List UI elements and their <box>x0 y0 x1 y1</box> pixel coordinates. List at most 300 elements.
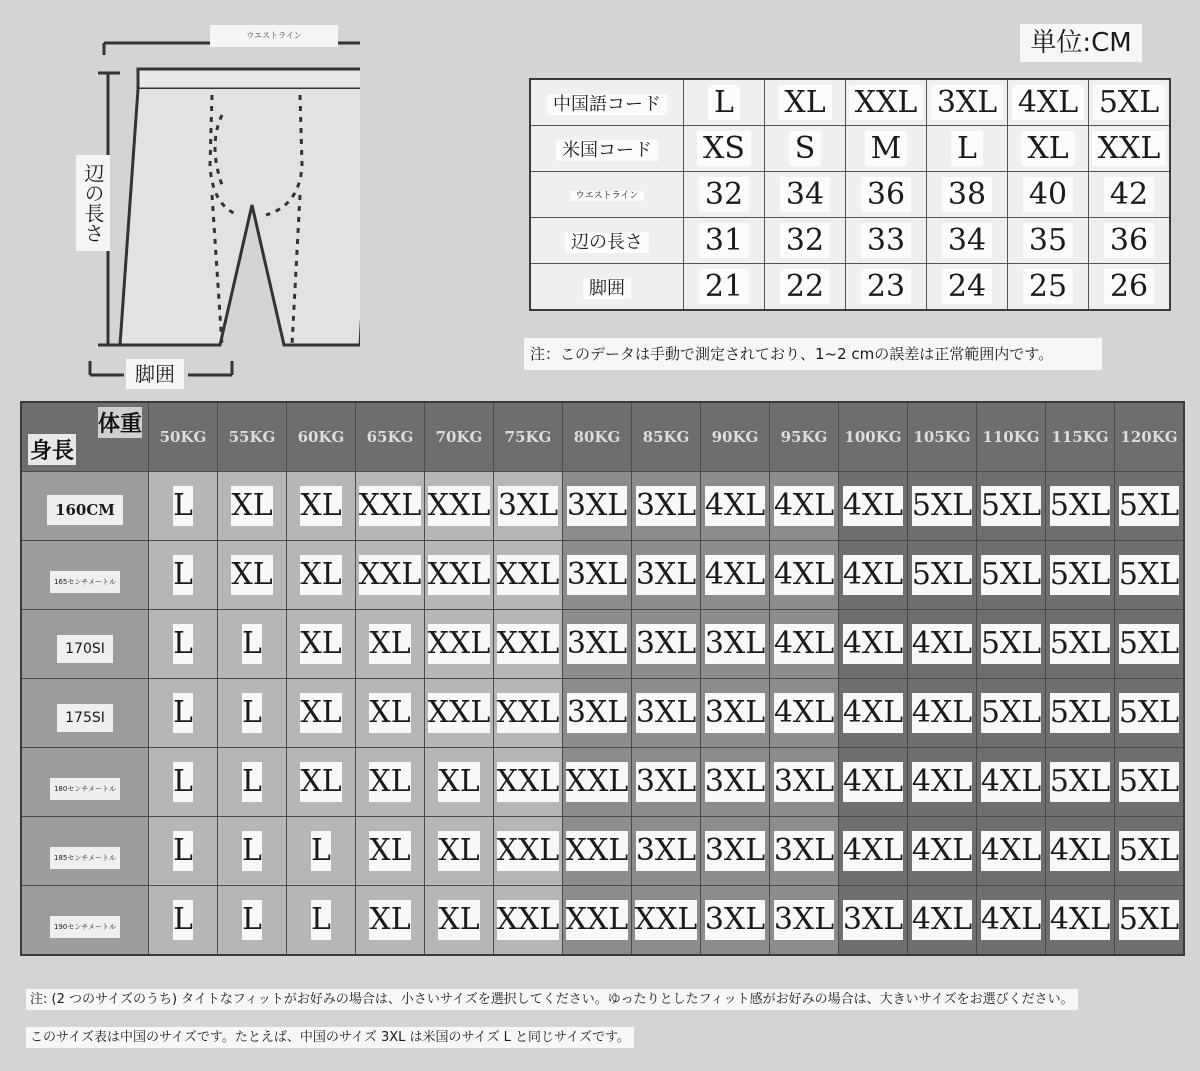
weight-column-header: 90KG <box>701 402 770 472</box>
size-cell-text: 5XL <box>1050 624 1110 664</box>
height-row-label <box>21 541 149 610</box>
size-cell-text: XXL <box>566 900 629 940</box>
size-cell-text: L <box>173 624 193 664</box>
size-table-cell-text: 40 <box>1023 177 1073 212</box>
size-cell <box>287 679 356 748</box>
china-size-note <box>26 1024 1138 1052</box>
size-table-cell <box>1089 218 1171 264</box>
size-cell-text: 3XL <box>636 762 696 802</box>
height-row-label <box>21 886 149 956</box>
size-cell <box>770 886 839 956</box>
size-cell-text: 4XL <box>843 762 903 802</box>
size-cell <box>1046 541 1115 610</box>
size-cell-text: XL <box>369 900 410 940</box>
weight-column-header: 60KG <box>287 402 356 472</box>
weight-header: 体重 <box>98 407 142 438</box>
size-cell <box>632 541 701 610</box>
size-table-cell <box>1008 79 1089 126</box>
size-cell-text: XL <box>369 624 410 664</box>
size-cell-text: 4XL <box>843 555 903 595</box>
size-cell-text: 3XL <box>705 900 765 940</box>
size-cell <box>563 679 632 748</box>
size-cell <box>977 886 1046 956</box>
size-cell-text: XXL <box>428 624 491 664</box>
height-row-label-text: 165センチメートル <box>50 571 120 593</box>
size-cell-text: 4XL <box>843 693 903 733</box>
size-cell <box>839 748 908 817</box>
size-cell <box>839 817 908 886</box>
weight-column-header: 55KG <box>218 402 287 472</box>
chart-row <box>21 817 1184 886</box>
height-header: 身長 <box>28 434 76 465</box>
fit-note <box>26 986 1138 1014</box>
size-cell <box>977 541 1046 610</box>
size-table-row-label <box>530 218 684 264</box>
size-table-cell-text: 34 <box>942 223 992 258</box>
size-table-cell <box>1008 126 1089 172</box>
size-cell <box>218 748 287 817</box>
size-cell <box>701 886 770 956</box>
size-table-cell-text: XS <box>697 131 751 166</box>
size-cell <box>218 679 287 748</box>
size-cell <box>839 679 908 748</box>
size-table-row-label-text: 脚囲 <box>583 278 631 299</box>
size-cell <box>287 541 356 610</box>
size-cell-text: 3XL <box>705 624 765 664</box>
size-table-cell-text: 31 <box>699 223 749 258</box>
size-table-cell <box>765 172 846 218</box>
size-cell-text: 5XL <box>912 486 972 526</box>
size-cell-text: XXL <box>497 693 560 733</box>
size-cell-text: 3XL <box>774 762 834 802</box>
size-table-cell <box>846 172 927 218</box>
size-cell <box>770 472 839 541</box>
height-row-label <box>21 610 149 679</box>
size-table-cell-text: 38 <box>942 177 992 212</box>
weight-column-header: 80KG <box>563 402 632 472</box>
size-cell-text: L <box>242 624 262 664</box>
size-cell <box>218 541 287 610</box>
size-table-cell-text: L <box>708 85 740 120</box>
size-cell-text: L <box>173 762 193 802</box>
size-cell <box>1046 748 1115 817</box>
height-row-label <box>21 817 149 886</box>
size-cell-text: 4XL <box>843 624 903 664</box>
size-cell <box>149 748 218 817</box>
weight-column-header: 110KG <box>977 402 1046 472</box>
weight-column-header: 75KG <box>494 402 563 472</box>
size-cell <box>356 817 425 886</box>
size-table-cell <box>927 218 1008 264</box>
size-cell <box>287 817 356 886</box>
size-table-row-label <box>530 126 684 172</box>
size-cell-text: L <box>311 900 331 940</box>
weight-column-header: 115KG <box>1046 402 1115 472</box>
height-row-label-text: 180センチメートル <box>50 778 120 800</box>
size-cell <box>701 472 770 541</box>
size-table-cell-text: 32 <box>699 177 749 212</box>
size-cell <box>1115 610 1185 679</box>
size-cell-text: 5XL <box>981 624 1041 664</box>
size-table-cell <box>1008 172 1089 218</box>
size-cell <box>563 748 632 817</box>
size-table-cell-text: 32 <box>780 223 830 258</box>
size-cell-text: 3XL <box>843 900 903 940</box>
size-cell-text: 5XL <box>1050 693 1110 733</box>
size-table-row <box>530 79 1170 126</box>
size-cell-text: 3XL <box>705 831 765 871</box>
size-table-cell-text: XXL <box>849 85 924 120</box>
size-cell-text: XL <box>369 693 410 733</box>
size-cell-text: XL <box>300 624 341 664</box>
size-cell <box>701 610 770 679</box>
size-table-row-label-text: 中国語コード <box>547 94 667 115</box>
size-cell-text: 4XL <box>912 624 972 664</box>
size-cell-text: XXL <box>497 900 560 940</box>
size-cell-text: 3XL <box>636 693 696 733</box>
size-cell <box>1115 748 1185 817</box>
size-cell-text: 3XL <box>567 555 627 595</box>
size-cell <box>1046 472 1115 541</box>
chart-row <box>21 541 1184 610</box>
size-cell-text: 3XL <box>567 693 627 733</box>
size-cell-text: 5XL <box>1119 900 1179 940</box>
size-table-cell <box>765 126 846 172</box>
size-cell <box>977 472 1046 541</box>
chart-row <box>21 748 1184 817</box>
size-table-row-label <box>530 172 684 218</box>
china-size-note-text: このサイズ表は中国のサイズです。たとえば、中国のサイズ 3XL は米国のサイズ L と同じサイズです。 <box>26 1027 634 1048</box>
size-cell-text: 5XL <box>981 555 1041 595</box>
size-cell-text: XXL <box>497 555 560 595</box>
size-cell <box>632 472 701 541</box>
size-cell-text: 3XL <box>774 831 834 871</box>
size-cell <box>770 748 839 817</box>
size-cell <box>701 541 770 610</box>
size-table-cell-text: 26 <box>1104 269 1154 304</box>
size-table-cell <box>927 172 1008 218</box>
size-cell-text: 4XL <box>705 486 765 526</box>
size-cell <box>287 610 356 679</box>
size-cell <box>218 817 287 886</box>
size-table-cell <box>765 264 846 311</box>
size-cell-text: XL <box>369 762 410 802</box>
size-cell <box>632 610 701 679</box>
size-table-cell <box>846 126 927 172</box>
size-cell-text: L <box>242 762 262 802</box>
size-table-cell-text: 42 <box>1104 177 1154 212</box>
weight-column-header: 50KG <box>149 402 218 472</box>
size-table-row <box>530 218 1170 264</box>
weight-column-header: 85KG <box>632 402 701 472</box>
size-table-cell-text: S <box>789 131 822 166</box>
size-cell <box>1115 472 1185 541</box>
size-cell <box>977 748 1046 817</box>
size-table-cell-text: XL <box>778 85 831 120</box>
size-table-row-label-text: 辺の長さ <box>565 232 649 253</box>
chart-corner <box>21 402 149 472</box>
size-cell-text: XL <box>300 555 341 595</box>
size-table-cell <box>765 79 846 126</box>
size-cell-text: 5XL <box>912 555 972 595</box>
size-table-cell <box>684 126 765 172</box>
size-cell <box>1046 610 1115 679</box>
size-table-cell-text: 4XL <box>1012 85 1084 120</box>
size-cell-text: XL <box>300 486 341 526</box>
size-cell <box>149 679 218 748</box>
size-cell <box>770 817 839 886</box>
size-table-cell <box>927 126 1008 172</box>
size-cell-text: 3XL <box>705 693 765 733</box>
size-cell-text: L <box>173 486 193 526</box>
size-cell-text: 4XL <box>774 693 834 733</box>
size-cell <box>218 472 287 541</box>
size-cell <box>701 817 770 886</box>
size-cell-text: XXL <box>428 555 491 595</box>
size-cell-text: L <box>173 555 193 595</box>
leg-circumference-label: 脚囲 <box>126 359 184 389</box>
unit-label: 単位:CM <box>1020 24 1142 62</box>
size-cell-text: L <box>311 831 331 871</box>
size-cell-text: L <box>242 831 262 871</box>
chart-header-row <box>21 402 1184 472</box>
size-cell <box>908 610 977 679</box>
size-cell-text: 4XL <box>981 762 1041 802</box>
size-table-row-label <box>530 264 684 311</box>
size-cell-text: XL <box>369 831 410 871</box>
height-row-label-text: 160CM <box>47 495 123 525</box>
size-cell-text: 4XL <box>981 900 1041 940</box>
size-cell <box>701 748 770 817</box>
size-cell <box>356 886 425 956</box>
size-cell <box>563 472 632 541</box>
size-cell-text: 4XL <box>1050 900 1110 940</box>
size-cell-text: L <box>173 693 193 733</box>
size-cell-text: 5XL <box>1119 624 1179 664</box>
size-table-cell-text: 23 <box>861 269 911 304</box>
size-cell <box>149 817 218 886</box>
size-cell <box>149 610 218 679</box>
size-cell-text: 3XL <box>567 486 627 526</box>
size-cell <box>1115 679 1185 748</box>
waist-label: ウエストライン <box>210 25 338 47</box>
size-cell <box>839 541 908 610</box>
size-table-cell <box>1089 264 1171 311</box>
size-cell <box>977 610 1046 679</box>
size-cell <box>425 472 494 541</box>
size-table-cell-text: 24 <box>942 269 992 304</box>
size-table-cell-text: 34 <box>780 177 830 212</box>
size-table-cell-text: 25 <box>1023 269 1073 304</box>
size-cell <box>356 748 425 817</box>
size-cell <box>632 886 701 956</box>
size-cell-text: 3XL <box>774 900 834 940</box>
size-cell-text: L <box>242 900 262 940</box>
size-cell-text: 3XL <box>705 762 765 802</box>
weight-column-header: 95KG <box>770 402 839 472</box>
size-cell-text: 4XL <box>912 900 972 940</box>
size-table-cell <box>1089 172 1171 218</box>
size-cell-text: 5XL <box>1050 762 1110 802</box>
size-table-row <box>530 126 1170 172</box>
size-cell-text: 4XL <box>1050 831 1110 871</box>
size-table-cell <box>846 264 927 311</box>
height-row-label <box>21 748 149 817</box>
size-table-cell-text: 5XL <box>1093 85 1165 120</box>
size-cell <box>701 679 770 748</box>
fit-note-text: 注: (2 つのサイズのうち) タイトなフィットがお好みの場合は、小さいサイズを選択してください。ゆったりとしたフィット感がお好みの場合は、大きいサイズをお選びください。 <box>26 989 1078 1010</box>
size-table-cell-text: L <box>951 131 983 166</box>
chart-row <box>21 679 1184 748</box>
weight-column-header: 120KG <box>1115 402 1185 472</box>
size-cell-text: 3XL <box>636 624 696 664</box>
size-table-cell <box>684 172 765 218</box>
size-cell-text: 4XL <box>981 831 1041 871</box>
size-table <box>529 78 1171 311</box>
size-cell-text: 4XL <box>705 555 765 595</box>
size-cell-text: XL <box>438 762 479 802</box>
size-table-cell-text: XL <box>1021 131 1074 166</box>
size-cell-text: XXL <box>635 900 698 940</box>
size-cell-text: 3XL <box>636 486 696 526</box>
size-cell-text: 5XL <box>1050 486 1110 526</box>
size-cell <box>218 610 287 679</box>
size-cell-text: XL <box>438 900 479 940</box>
size-cell <box>494 610 563 679</box>
size-cell <box>425 679 494 748</box>
size-cell <box>494 817 563 886</box>
weight-column-header: 100KG <box>839 402 908 472</box>
size-cell-text: XXL <box>359 486 422 526</box>
size-cell <box>839 472 908 541</box>
size-table-cell-text: 36 <box>1104 223 1154 258</box>
size-table-row-label <box>530 79 684 126</box>
size-cell <box>977 679 1046 748</box>
size-cell <box>563 886 632 956</box>
size-cell-text: XXL <box>428 693 491 733</box>
size-cell <box>1115 886 1185 956</box>
height-row-label-text: 170SI <box>57 635 113 663</box>
size-cell-text: 4XL <box>912 693 972 733</box>
size-cell-text: XL <box>300 693 341 733</box>
size-table-cell-text: 22 <box>780 269 830 304</box>
size-cell <box>632 748 701 817</box>
size-cell-text: 5XL <box>1119 555 1179 595</box>
size-cell-text: L <box>173 900 193 940</box>
size-cell <box>770 679 839 748</box>
weight-column-header: 70KG <box>425 402 494 472</box>
size-cell <box>356 472 425 541</box>
size-table-cell <box>927 79 1008 126</box>
size-cell-text: XXL <box>497 831 560 871</box>
size-cell-text: XXL <box>497 762 560 802</box>
size-cell <box>425 886 494 956</box>
size-cell-text: XXL <box>566 762 629 802</box>
size-cell-text: 5XL <box>1119 486 1179 526</box>
size-table-row-label-text: 米国コード <box>556 140 658 161</box>
chart-row <box>21 472 1184 541</box>
size-cell-text: XL <box>438 831 479 871</box>
size-cell-text: XXL <box>428 486 491 526</box>
size-cell <box>494 541 563 610</box>
size-table-cell-text: 21 <box>699 269 749 304</box>
size-table-row <box>530 172 1170 218</box>
size-table-cell <box>1008 264 1089 311</box>
size-cell-text: 5XL <box>1050 555 1110 595</box>
size-table-cell <box>1008 218 1089 264</box>
size-cell-text: 3XL <box>636 831 696 871</box>
height-row-label-text: 185センチメートル <box>50 847 120 869</box>
size-cell <box>494 472 563 541</box>
size-cell-text: 4XL <box>843 831 903 871</box>
size-cell-text: XXL <box>359 555 422 595</box>
size-cell <box>908 472 977 541</box>
height-row-label <box>21 679 149 748</box>
size-cell-text: 4XL <box>774 555 834 595</box>
size-cell-text: XXL <box>497 624 560 664</box>
size-cell-text: 3XL <box>636 555 696 595</box>
size-cell <box>356 679 425 748</box>
size-cell-text: XXL <box>566 831 629 871</box>
height-row-label-text: 175SI <box>57 704 113 732</box>
size-cell-text: 5XL <box>1119 693 1179 733</box>
size-cell <box>1115 541 1185 610</box>
size-cell-text: 5XL <box>1119 762 1179 802</box>
size-cell <box>149 541 218 610</box>
size-table-cell <box>927 264 1008 311</box>
size-cell <box>425 817 494 886</box>
size-cell <box>632 679 701 748</box>
weight-column-header: 65KG <box>356 402 425 472</box>
size-cell <box>839 610 908 679</box>
size-table-row <box>530 264 1170 311</box>
size-cell-text: 5XL <box>1119 831 1179 871</box>
size-cell <box>908 541 977 610</box>
chart-row <box>21 610 1184 679</box>
size-cell-text: 4XL <box>843 486 903 526</box>
height-row-label-text: 190センチメートル <box>50 916 120 938</box>
size-cell-text: 4XL <box>774 624 834 664</box>
size-cell <box>1115 817 1185 886</box>
size-cell <box>908 748 977 817</box>
size-table-cell-text: 35 <box>1023 223 1073 258</box>
size-cell <box>1046 886 1115 956</box>
size-cell <box>908 817 977 886</box>
chart-row <box>21 886 1184 956</box>
size-cell <box>908 679 977 748</box>
size-cell <box>287 748 356 817</box>
size-cell <box>494 679 563 748</box>
size-cell <box>1046 817 1115 886</box>
size-table-cell <box>846 79 927 126</box>
size-cell <box>287 886 356 956</box>
size-cell-text: XL <box>300 762 341 802</box>
size-cell <box>632 817 701 886</box>
size-table-cell-text: 33 <box>861 223 911 258</box>
size-table-cell-text: XXL <box>1092 131 1167 166</box>
size-cell <box>563 541 632 610</box>
size-cell-text: 4XL <box>912 762 972 802</box>
height-row-label <box>21 472 149 541</box>
size-table-cell <box>1089 79 1171 126</box>
size-cell <box>356 610 425 679</box>
size-table-cell <box>846 218 927 264</box>
measurement-note: 注：このデータは手動で測定されており、1~2 cmの誤差は正常範囲内です。 <box>524 338 1102 370</box>
size-cell <box>425 610 494 679</box>
size-cell <box>1046 679 1115 748</box>
size-cell <box>149 472 218 541</box>
size-cell <box>494 748 563 817</box>
